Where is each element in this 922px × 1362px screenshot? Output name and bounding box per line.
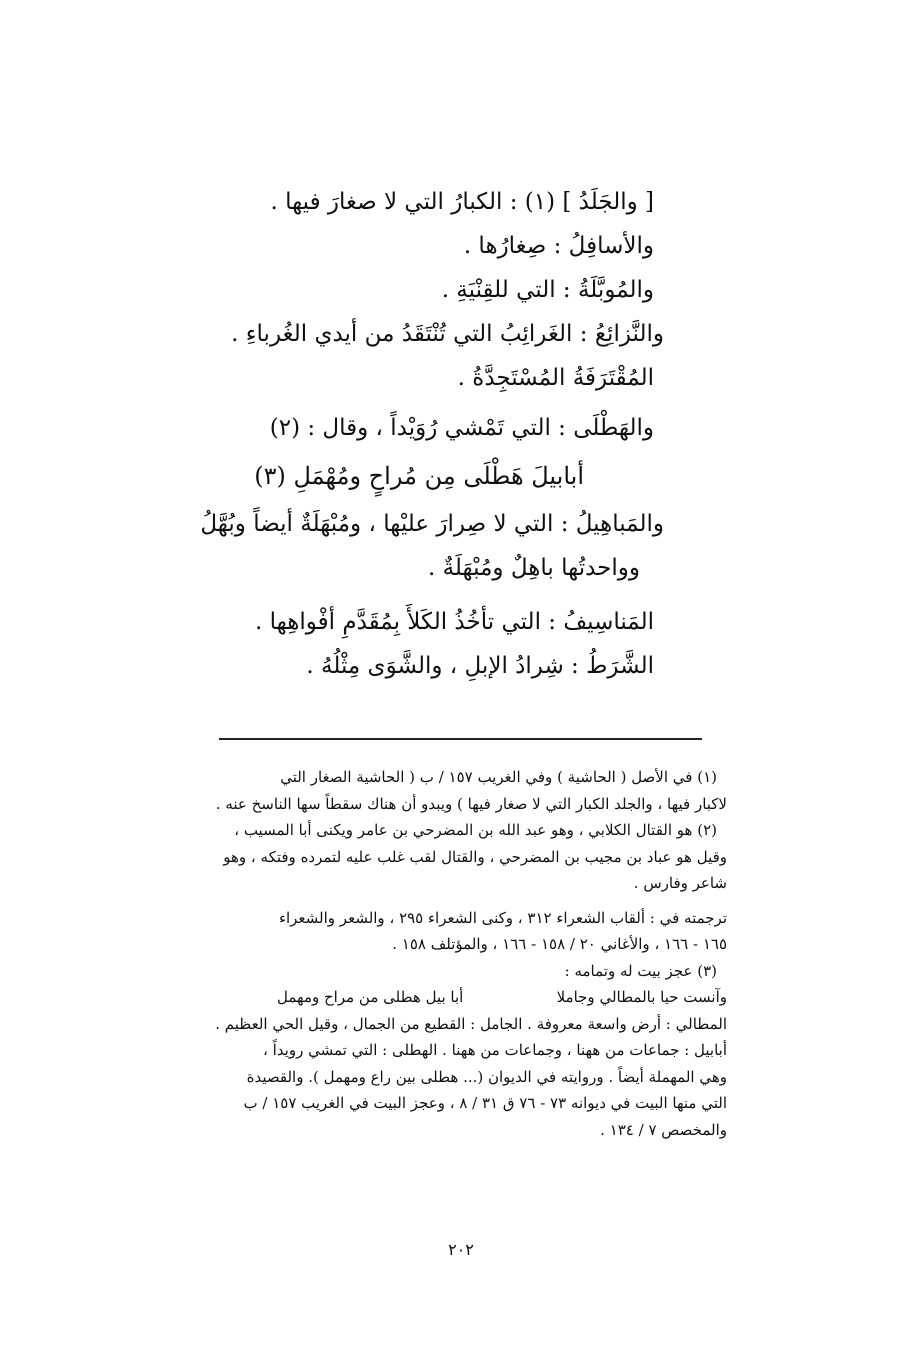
poem-second-half: أبا بيل هطلى من مراح ومهمل	[277, 988, 464, 1006]
main-line: والمُوبَّلَةُ : التي للقِنْيَةِ .	[441, 277, 654, 303]
main-text	[184, 180, 664, 688]
footnote-line: ترجمته في : ألقاب الشعراء ٣١٢ ، وكنى الشعراء ٢٩٥ ، والشعر والشعراء	[278, 908, 727, 927]
main-line: والنَّزائِعُ : الغَرائِبُ التي تُنْتَقَدُ من أيدي الغُرباءِ .	[231, 321, 664, 347]
footnote-line: (٣) عجز بيت له وتمامه :	[564, 961, 717, 980]
main-line: والأسافِلُ : صِغارُها .	[463, 233, 654, 259]
main-line: الشَّرَطُ : شِرادُ الإبلِ ، والشَّوَى مِثْلُهُ .	[306, 653, 654, 679]
footnote-line: (٢) هو القتال الكلابي ، وهو عبد الله بن المضرحي بن عامر ويكنى أبا المسيب ،	[234, 821, 717, 839]
footnote-line: لاكبار فيها ، والجلد الكبار التي لا صغار فيها ) ويبدو أن هناك سقطاً سها الناسخ عنه .	[215, 794, 727, 813]
main-line: المَناسِيفُ : التي تأخُذُ الكَلأَ بِمُقَدَّمِ أفْواهِها .	[255, 609, 654, 635]
main-line: وواحدتُها باهِلٌ ومُبْهَلَةٌ .	[427, 555, 640, 581]
footnotes	[207, 764, 727, 1143]
main-line: المُقْتَرَفَةُ المُسْتَجِدَّةُ .	[457, 365, 654, 391]
footnote-line: التي منها البيت في ديوانه ٧٣ - ٧٦ ق ٣١ / ٨ ، وعجز البيت في الغريب ١٥٧ / ب	[243, 1094, 727, 1112]
main-line: والمَباهِيلُ : التي لا صِرارَ عليْها ، ومُبْهَلَةٌ أيضاً وبُهَّلُ	[200, 511, 664, 537]
footnote-line: أبابيل : جماعات من ههنا ، وجماعات من ههنا . الهطلى : التي تمشي رويداً ،	[263, 1041, 727, 1059]
page-number: ٢٠٢	[448, 1240, 474, 1259]
poem-first-half: وآنست حيا بالمطالي وجاملا	[556, 988, 727, 1006]
footnote-line: والمخصص ٧ / ١٣٤ .	[600, 1120, 727, 1139]
footnote-line: شاعر وفارس .	[633, 874, 727, 892]
footnote-line: المطالي : أرض واسعة معروفة . الجامل : القطيع من الجمال ، وقيل الحي العظيم .	[215, 1014, 727, 1033]
footnote-separator	[219, 738, 702, 740]
main-line: والهَطْلَى : التي تَمْشي رُوَيْداً ، وقال : (٢)	[269, 415, 654, 441]
footnote-line: ١٦٥ - ١٦٦ ، والأغاني ٢٠ / ١٥٨ - ١٦٦ ، والمؤتلف ١٥٨ .	[392, 935, 727, 953]
verse-line: أبابيلَ هَطْلَى مِن مُراحٍ ومُهْمَلِ (٣)	[254, 462, 584, 490]
main-line: [ والجَلَدُ ] (١) : الكبارُ التي لا صغارَ فيها .	[270, 189, 654, 215]
footnote-line: وقيل هو عباد بن مجيب بن المضرحي ، والقتال لقب غلب عليه لتمرده وفتكه ، وهو	[223, 847, 727, 866]
footnote-line: (١) في الأصل ( الحاشية ) وفي الغريب ١٥٧ / ب ( الحاشية الصغار التي	[280, 768, 717, 786]
footnote-line: وهي المهملة أيضاً . وروايته في الديوان (... هطلى بين راع ومهمل ). والقصيدة	[246, 1067, 727, 1086]
footnote-poem	[207, 984, 727, 1011]
